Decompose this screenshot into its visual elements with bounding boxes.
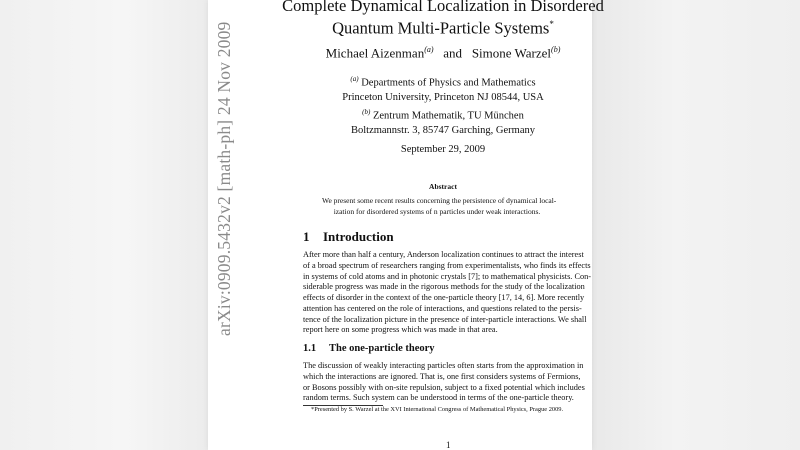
affiliation-a-mark: (a)	[350, 75, 359, 83]
affiliation-b-line-1-text: Zentrum Mathematik, TU München	[372, 110, 524, 122]
paragraph-line: report here on some progress which was made in that area.	[303, 325, 498, 335]
abstract-line-1: We present some recent results concerning the persistence of dynamical local-	[322, 196, 557, 205]
paragraph-line: random terms. Such system can be understood in terms of the one-particle theory.	[303, 393, 574, 403]
subsection-title: The one-particle theory	[329, 343, 435, 354]
author-joiner: and	[443, 45, 463, 61]
intro-paragraph	[303, 250, 593, 336]
paragraph-line: of a broad spectrum of researchers ranging from experimentalists, who finds its effects	[303, 260, 591, 270]
author-1-name: Michael Aizenman	[325, 45, 425, 61]
paragraph-line: or Bosons possibly with on-site repulsion, subject to a fixed potential which includes	[303, 382, 585, 392]
title-footnote-mark: *	[549, 19, 554, 29]
affiliation-a-line-1-text: Departments of Physics and Mathematics	[361, 77, 536, 89]
paragraph-line: in systems of cold atoms and in photonic crystals [7]; to mathematical physicists. Con-	[303, 271, 592, 281]
affiliation-b-line-1	[268, 105, 618, 124]
paragraph-line: tence of the localization picture in the presence of inter-particle interactions. We shall	[303, 314, 587, 324]
section-number: 1	[303, 229, 310, 244]
author-2-name: Simone Warzel	[471, 45, 552, 61]
left-background	[0, 0, 208, 450]
abstract-heading: Abstract	[429, 182, 457, 191]
subsection-heading	[303, 343, 435, 354]
author-list	[268, 45, 618, 61]
paragraph-line: siderable progress was made in the rigorous methods for the study of the localization	[303, 282, 585, 292]
subsection-number: 1.1	[303, 343, 317, 354]
affiliation-b	[268, 105, 618, 138]
section-title: Introduction	[323, 229, 394, 244]
title-line-1: Complete Dynamical Localization in Disordered	[282, 0, 604, 15]
title-line-2-text: Quantum Multi-Particle Systems	[332, 18, 550, 38]
page-number: 1	[446, 440, 451, 450]
author-2-mark: (b)	[551, 45, 561, 54]
affiliation-b-line-2: Boltzmannstr. 3, 85747 Garching, Germany	[350, 124, 535, 136]
section-heading	[303, 229, 394, 245]
paragraph-line: effects of disorder in the context of the one-particle theory [17, 14, 6]. More recently	[303, 293, 585, 302]
abstract-line-2: ization for disordered systems of n particles under weak interactions.	[333, 206, 541, 216]
author-1-mark: (a)	[424, 45, 434, 54]
affiliation-a-line-2: Princeton University, Princeton NJ 08544, USA	[342, 91, 544, 103]
arxiv-identifier: arXiv:0909.5432v2 [math-ph] 24 Nov 2009	[214, 21, 234, 336]
affiliation-a-line-1	[268, 72, 618, 91]
title-line-2	[268, 15, 618, 38]
paper-title	[268, 0, 618, 38]
paragraph-line: which the interactions are ignored. That is, one first considers systems of Fermions,	[303, 371, 581, 381]
footnote: *Presented by S. Warzel at the XVI International Congress of Mathematical Physics, Prague 2009.	[311, 406, 564, 413]
paragraph-line: The discussion of weakly interacting particles often starts from the approximation in	[303, 361, 584, 370]
right-background	[592, 0, 800, 450]
paragraph-line: After more than half a century, Anderson localization continues to attract the interest	[303, 250, 584, 259]
paper-date: September 29, 2009	[400, 144, 486, 155]
affiliation-b-mark: (b)	[362, 108, 371, 116]
subsection-paragraph	[303, 361, 593, 404]
abstract-text	[322, 196, 557, 217]
affiliation-a	[268, 72, 618, 105]
paragraph-line: attention has centered on the role of interactions, and questions related to the persis-	[303, 303, 582, 313]
